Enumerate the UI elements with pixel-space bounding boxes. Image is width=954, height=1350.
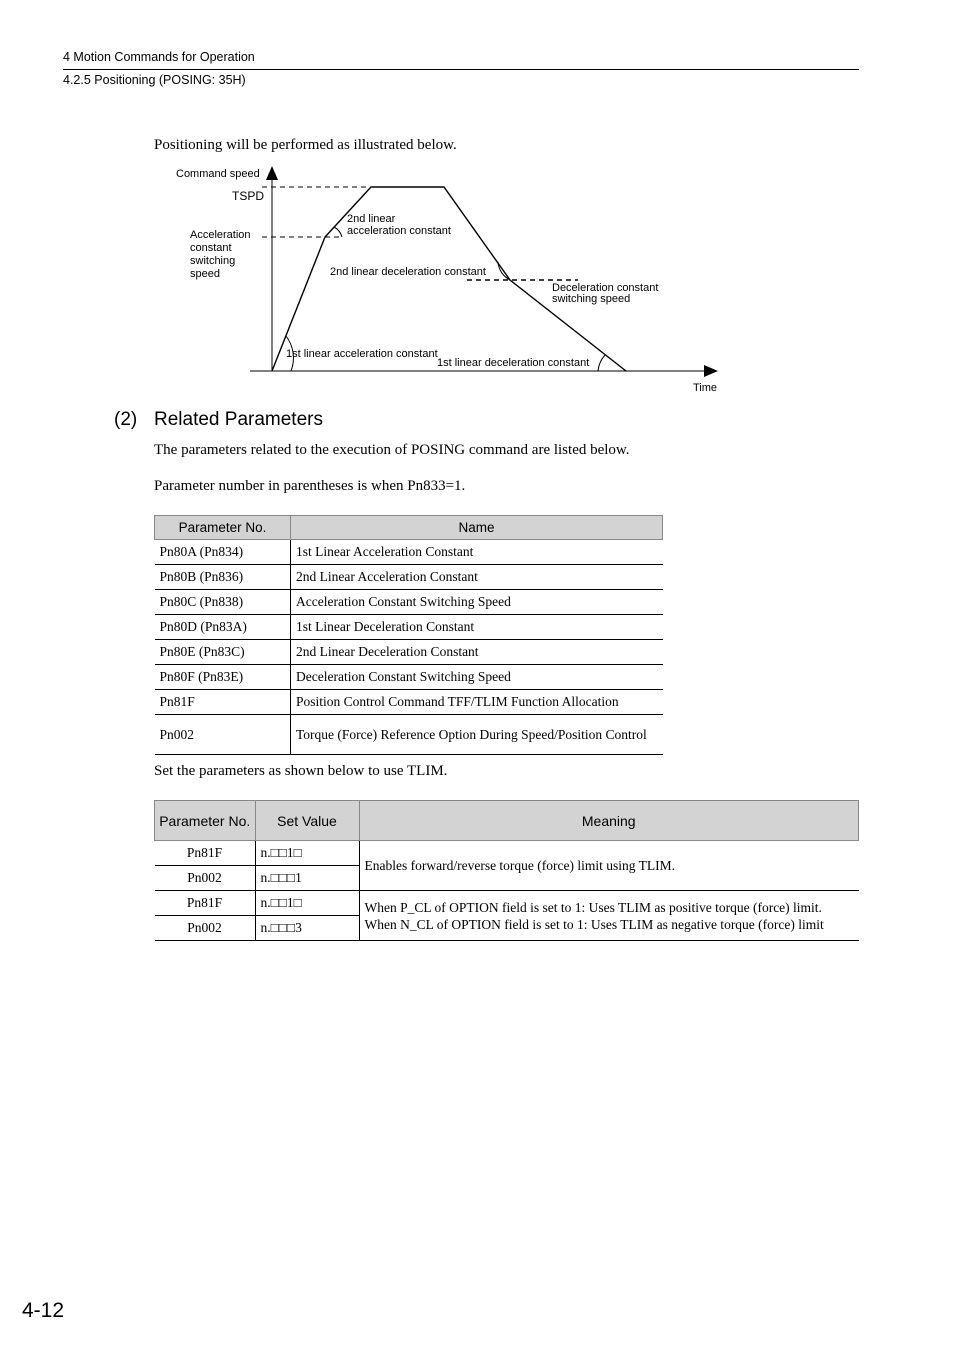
- accel-switch-label-4: speed: [190, 268, 220, 280]
- param-cell: Pn80A (Pn834): [155, 540, 291, 565]
- name-cell: 1st Linear Deceleration Constant: [291, 615, 663, 640]
- intro-text: Positioning will be performed as illustrated below.: [154, 137, 457, 153]
- decel-switch-label-2: switching speed: [552, 293, 631, 305]
- param-cell: Pn81F: [155, 841, 256, 866]
- decel-switch-label-1: Deceleration constant: [552, 282, 659, 294]
- set-value-cell: n.□□1□: [255, 841, 359, 866]
- table-row: [155, 615, 663, 640]
- tspd-label: TSPD: [232, 189, 265, 203]
- accel-switch-label-1: Acceleration: [190, 229, 251, 241]
- accel2-angle-arc: [334, 227, 342, 237]
- set-value-cell: n.□□□1: [255, 866, 359, 891]
- col-header-name: Name: [291, 516, 663, 540]
- accel2-label-2: acceleration constant: [347, 225, 451, 237]
- set-value-cell: n.□□□3: [255, 916, 359, 941]
- table-row: [155, 690, 663, 715]
- param-cell: Pn002: [155, 866, 256, 891]
- related-parameters-table: [154, 515, 663, 755]
- x-axis-label: Time: [693, 382, 718, 394]
- name-cell: Acceleration Constant Switching Speed: [291, 590, 663, 615]
- section-number: (2): [114, 409, 138, 430]
- col-header-param: Parameter No.: [155, 801, 256, 841]
- name-cell: 2nd Linear Acceleration Constant: [291, 565, 663, 590]
- tlim-settings-table: [154, 800, 859, 941]
- param-cell: Pn80F (Pn83E): [155, 665, 291, 690]
- param-cell: Pn002: [155, 916, 256, 941]
- name-cell: Deceleration Constant Switching Speed: [291, 665, 663, 690]
- param-cell: Pn81F: [155, 891, 256, 916]
- accel-switch-label-3: switching: [190, 255, 236, 267]
- decel2-label: 2nd linear deceleration constant: [330, 266, 486, 278]
- param-cell: Pn002: [155, 715, 291, 755]
- param-cell: Pn81F: [155, 690, 291, 715]
- para-tlim: Set the parameters as shown below to use TLIM.: [154, 763, 448, 779]
- set-value-cell: n.□□1□: [255, 891, 359, 916]
- decel1-label: 1st linear deceleration constant: [437, 357, 590, 369]
- meaning-cell: [359, 891, 859, 941]
- param-cell: Pn80B (Pn836): [155, 565, 291, 590]
- section-heading: [114, 409, 323, 431]
- table-row: [155, 590, 663, 615]
- table-row: [155, 565, 663, 590]
- accel-switch-label-2: constant: [190, 242, 232, 254]
- table-header-row: [155, 516, 663, 540]
- meaning-line-positive: When P_CL of OPTION field is set to 1: Uses TLIM as positive torque (force) limit.: [364, 899, 822, 915]
- accel1-label: 1st linear acceleration constant: [286, 348, 438, 360]
- param-cell: Pn80D (Pn83A): [155, 615, 291, 640]
- col-header-meaning: Meaning: [359, 801, 859, 841]
- chapter-header: 4 Motion Commands for Operation: [63, 50, 255, 64]
- table-row: [155, 715, 663, 755]
- param-cell: Pn80E (Pn83C): [155, 640, 291, 665]
- table-row: [155, 841, 859, 866]
- col-header-param: Parameter No.: [155, 516, 291, 540]
- table-row: [155, 640, 663, 665]
- para-related: The parameters related to the execution of POSING command are listed below.: [154, 442, 630, 458]
- page-number: 4-12: [22, 1299, 65, 1322]
- decel1-angle-arc: [598, 355, 605, 371]
- y-axis-arrow: [266, 166, 278, 180]
- positioning-diagram: [0, 0, 954, 400]
- section-header: 4.2.5 Positioning (POSING: 35H): [63, 73, 246, 87]
- col-header-set-value: Set Value: [255, 801, 359, 841]
- speed-profile-line: [272, 187, 626, 371]
- name-cell: Torque (Force) Reference Option During Speed/Position Control: [291, 715, 663, 755]
- table-row: [155, 540, 663, 565]
- table-header-row: [155, 801, 859, 841]
- table-row: [155, 665, 663, 690]
- meaning-cell: Enables forward/reverse torque (force) limit using TLIM.: [359, 841, 859, 891]
- table-row: [155, 891, 859, 916]
- name-cell: 2nd Linear Deceleration Constant: [291, 640, 663, 665]
- para-parentheses: Parameter number in parentheses is when Pn833=1.: [154, 478, 466, 494]
- y-axis-label: Command speed: [176, 168, 260, 180]
- meaning-line-negative: When N_CL of OPTION field is set to 1: Uses TLIM as negative torque (force) limit: [364, 916, 824, 932]
- x-axis-arrow: [704, 365, 718, 377]
- accel2-label-1: 2nd linear: [347, 213, 396, 225]
- section-title: Related Parameters: [154, 409, 323, 430]
- name-cell: 1st Linear Acceleration Constant: [291, 540, 663, 565]
- param-cell: Pn80C (Pn838): [155, 590, 291, 615]
- name-cell: Position Control Command TFF/TLIM Function Allocation: [291, 690, 663, 715]
